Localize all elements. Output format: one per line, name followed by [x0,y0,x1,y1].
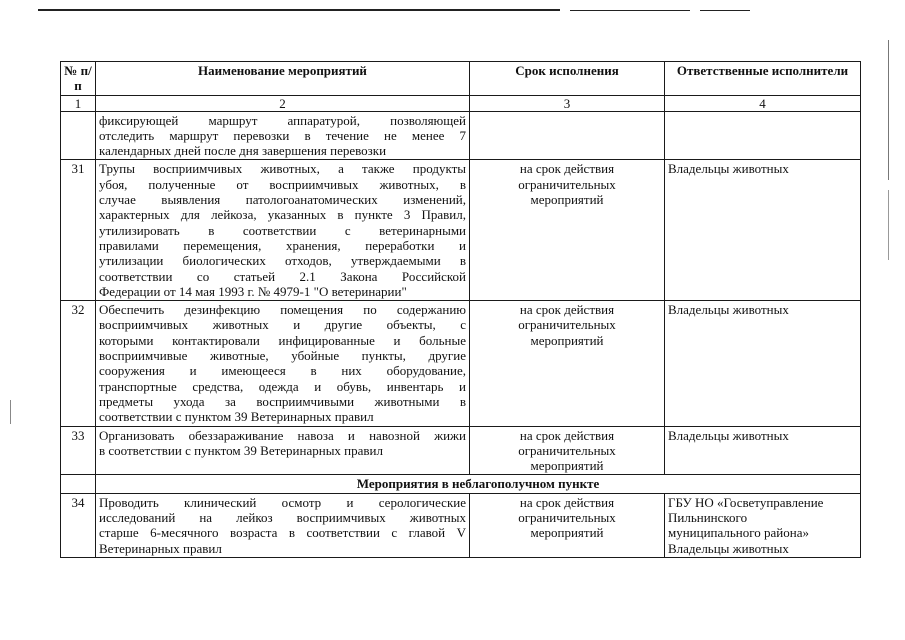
scan-edge-mark [888,190,889,260]
table-row [61,426,861,475]
activities-table [60,61,860,558]
responsible-text: Владельцы животных [665,160,861,301]
scan-edge-mark [10,400,11,424]
table-row-continuation [61,111,861,160]
header-responsible: Ответственные исполнители [665,62,861,96]
deadline-text: на срок действия ограничительных мероприятий [470,493,665,557]
top-rule-line [38,9,560,11]
deadline-text: на срок действия ограничительных мероприятий [470,160,665,301]
table-row [61,493,861,557]
responsible-text: ГБУ НО «Госветуправление Пильнинского муниципального района» Владельцы животных [665,493,861,557]
top-rule-line-dash [570,10,690,11]
row-number: 34 [61,493,96,557]
activity-text: Трупы восприимчивых животных, а также продукты убоя, полученные от восприимчивых животных, в случае выявления патологоанатомических изменений, характерных для лейкоза, указанных в пункте 3 Правил, утилизировать в соответствии с ветеринарными правилами перемещения, хранения, переработки и утилизации биологических отходов, утверждаемыми в соответствии со статьей 2.1 Закона Российской Федерации от 14 мая 1993 г. № 4979-1 "О ветеринарии" [96,160,470,301]
column-number: 4 [665,95,861,111]
scan-edge-mark [888,40,889,180]
activity-text: фиксирующей маршрут аппаратурой, позволяющей отследить маршрут перевозки в течение не менее 7 календарных дней после дня завершения перевозки [96,111,470,160]
table-row [61,160,861,301]
activity-text: Проводить клинический осмотр и серологические исследований на лейкоз восприимчивых животных старше 6-месячного возраста в соответствии с главой V Ветеринарных правил [96,493,470,557]
top-rule-line-dash [700,10,750,11]
section-title: Мероприятия в неблагополучном пункте [96,475,861,493]
row-number: 33 [61,426,96,475]
header-activity-name: Наименование мероприятий [96,62,470,96]
table-row [61,301,861,426]
table-header-row [61,62,861,96]
responsible-text: Владельцы животных [665,301,861,426]
column-number: 1 [61,95,96,111]
row-number: 32 [61,301,96,426]
activity-text: Обеспечить дезинфекцию помещения по содержанию восприимчивых животных и другие объекты, с которыми контактировали инфицированные и больные восприимчивые животные, убойные пункты, другие сооружения и имеющееся в них оборудование, транспортные средства, одежда и обувь, инвентарь и предметы ухода за восприимчивыми животными в соответствии с пунктом 39 Ветеринарных правил [96,301,470,426]
header-number: № п/п [61,62,96,96]
row-number: 31 [61,160,96,301]
column-number: 2 [96,95,470,111]
activity-text: Организовать обеззараживание навоза и навозной жижи в соответствии с пунктом 39 Ветеринарных правил [96,426,470,475]
column-number-row [61,95,861,111]
section-heading-row [61,475,861,493]
responsible-text: Владельцы животных [665,426,861,475]
deadline-text: на срок действия ограничительных мероприятий [470,301,665,426]
header-deadline: Срок исполнения [470,62,665,96]
deadline-text: на срок действия ограничительных мероприятий [470,426,665,475]
column-number: 3 [470,95,665,111]
